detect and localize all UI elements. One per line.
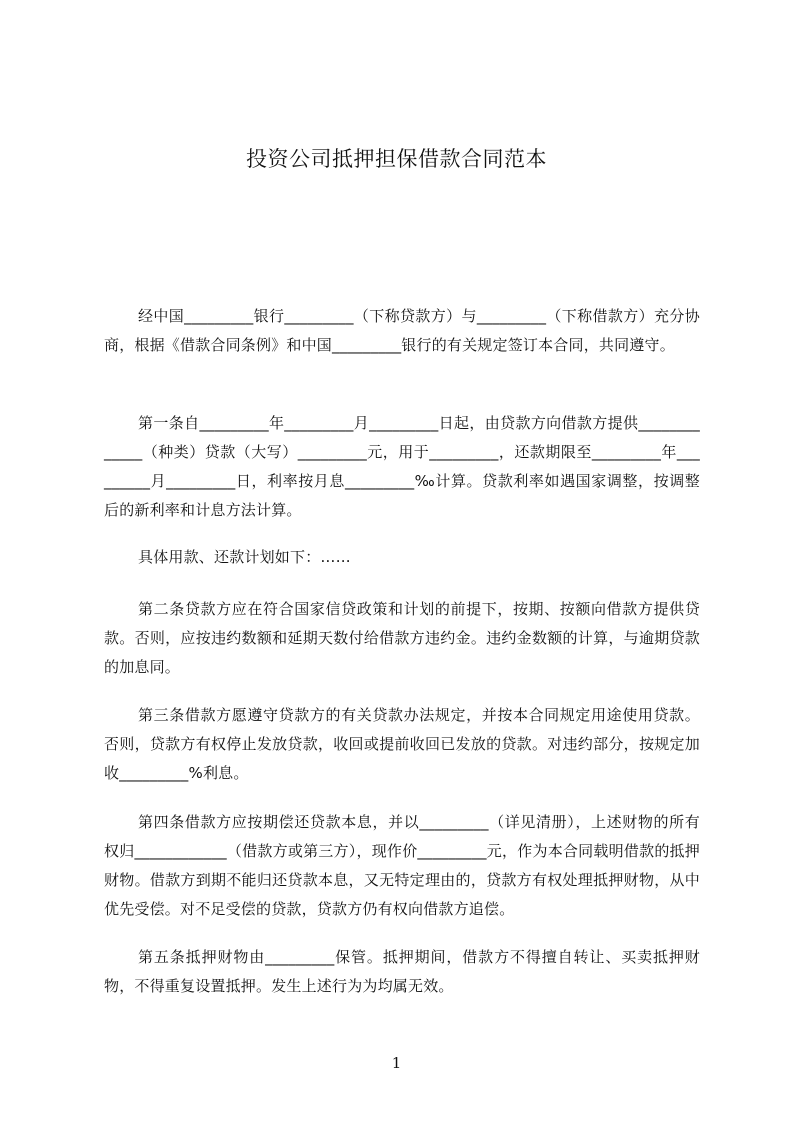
preamble-paragraph: 经中国_________银行_________（下称贷款方）与_________（下称借款方）充分协商，根据《借款合同条例》和中国_________银行的有关规定签订本合同，共同遵守。 bbox=[104, 307, 700, 354]
article-1-paragraph: 第一条自_________年_________月_________日起，由贷款方向借款方提供_____________（种类）贷款（大写）_________元，用于_________，还款期限至_________年_________月_________日，利率按月息_________‰计算。贷款利率如遇国家调整，按调整后的新利率和计息方法计算。 bbox=[104, 414, 700, 519]
article-5-paragraph: 第五条抵押财物由_________保管。抵押期间，借款方不得擅自转让、买卖抵押财物，不得重复设置抵押。发生上述行为为均属无效。 bbox=[104, 948, 700, 995]
repayment-plan-paragraph: 具体用款、还款计划如下：…… bbox=[138, 548, 351, 566]
article-4-paragraph: 第四条借款方应按期偿还贷款本息，并以_________（详见清册），上述财物的所有权归____________（借款方或第三方），现作价_________元，作为本合同载明借款的抵押财物。借款方到期不能归还贷款本息，又无特定理由的，贷款方有权处理抵押财物，从中优先受偿。对不足受偿的贷款，贷款方仍有权向借款方追偿。 bbox=[104, 813, 700, 918]
article-2-paragraph: 第二条贷款方应在符合国家信贷政策和计划的前提下，按期、按额向借款方提供贷款。否则，应按违约数额和延期天数付给借款方违约金。违约金数额的计算，与逾期贷款的加息同。 bbox=[104, 600, 700, 676]
document-title: 投资公司抵押担保借款合同范本 bbox=[246, 147, 547, 171]
page-number: 1 bbox=[391, 1054, 402, 1072]
article-3-paragraph: 第三条借款方愿遵守贷款方的有关贷款办法规定，并按本合同规定用途使用贷款。否则，贷款方有权停止发放贷款，收回或提前收回已发放的贷款。对违约部分，按规定加收_________%利息。 bbox=[104, 706, 700, 782]
